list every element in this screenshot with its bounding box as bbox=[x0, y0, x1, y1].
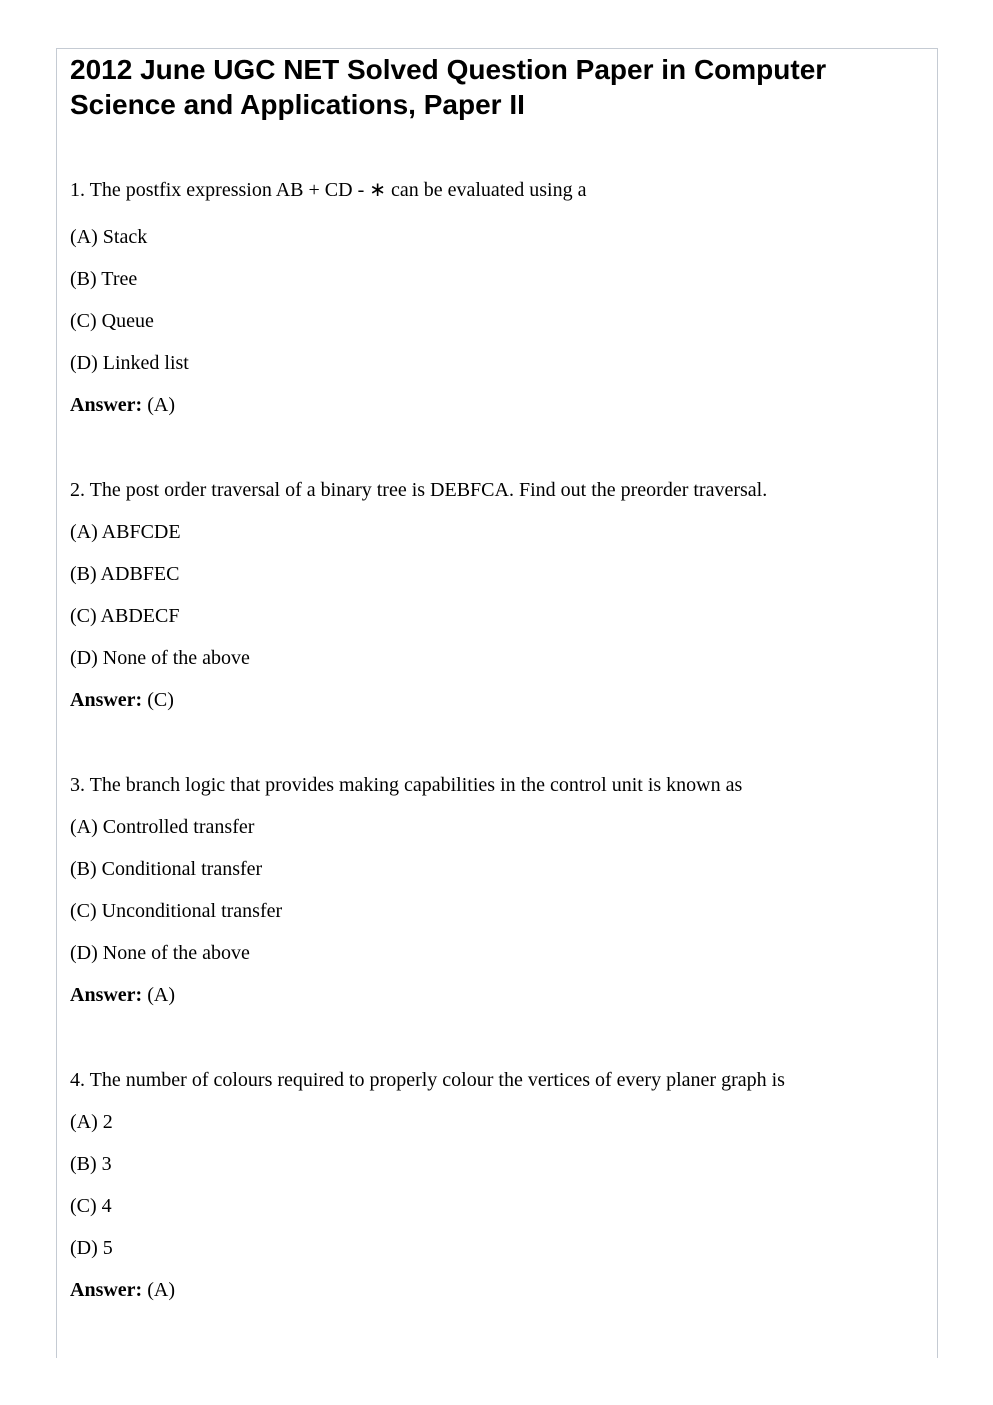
option-b: (B) Conditional transfer bbox=[70, 858, 263, 880]
option-b: (B) ADBFEC bbox=[70, 563, 180, 585]
option-c: (C) Unconditional transfer bbox=[70, 900, 283, 922]
question-text: 2. The post order traversal of a binary tree is DEBFCA. Find out the preorder traversal. bbox=[70, 479, 768, 501]
option-d: (D) None of the above bbox=[70, 647, 250, 669]
question-2 bbox=[70, 470, 930, 722]
answer bbox=[70, 680, 930, 722]
answer-label: Answer: bbox=[70, 394, 143, 416]
option-a: (A) Controlled transfer bbox=[70, 816, 255, 838]
option-a: (A) Stack bbox=[70, 226, 148, 248]
question-4 bbox=[70, 1060, 930, 1312]
question-text: 4. The number of colours required to properly colour the vertices of every planer graph is bbox=[70, 1069, 785, 1091]
question-1 bbox=[70, 170, 930, 427]
page-title: 2012 June UGC NET Solved Question Paper in Computer Science and Applications, Paper II bbox=[70, 54, 827, 120]
option-a: (A) ABFCDE bbox=[70, 521, 181, 543]
answer-label: Answer: bbox=[70, 984, 143, 1006]
answer-value: (A) bbox=[147, 984, 175, 1006]
option-b: (B) Tree bbox=[70, 268, 138, 290]
answer-value: (A) bbox=[147, 394, 175, 416]
question-text: 1. The postfix expression AB + CD - ∗ can be evaluated using a bbox=[70, 179, 587, 201]
question-3 bbox=[70, 765, 930, 1017]
answer-label: Answer: bbox=[70, 1279, 143, 1301]
option-d: (D) 5 bbox=[70, 1237, 113, 1259]
answer-value: (A) bbox=[147, 1279, 175, 1301]
option-c: (C) ABDECF bbox=[70, 605, 180, 627]
option-a: (A) 2 bbox=[70, 1111, 113, 1133]
option-c: (C) Queue bbox=[70, 310, 154, 332]
option-c: (C) 4 bbox=[70, 1195, 112, 1217]
answer bbox=[70, 1270, 930, 1312]
question-text: 3. The branch logic that provides making capabilities in the control unit is known as bbox=[70, 774, 743, 796]
answer bbox=[70, 975, 930, 1017]
answer-value: (C) bbox=[147, 689, 174, 711]
answer bbox=[70, 385, 930, 427]
question-list bbox=[70, 170, 930, 1355]
answer-label: Answer: bbox=[70, 689, 143, 711]
option-b: (B) 3 bbox=[70, 1153, 112, 1175]
option-d: (D) None of the above bbox=[70, 942, 250, 964]
option-d: (D) Linked list bbox=[70, 352, 189, 374]
